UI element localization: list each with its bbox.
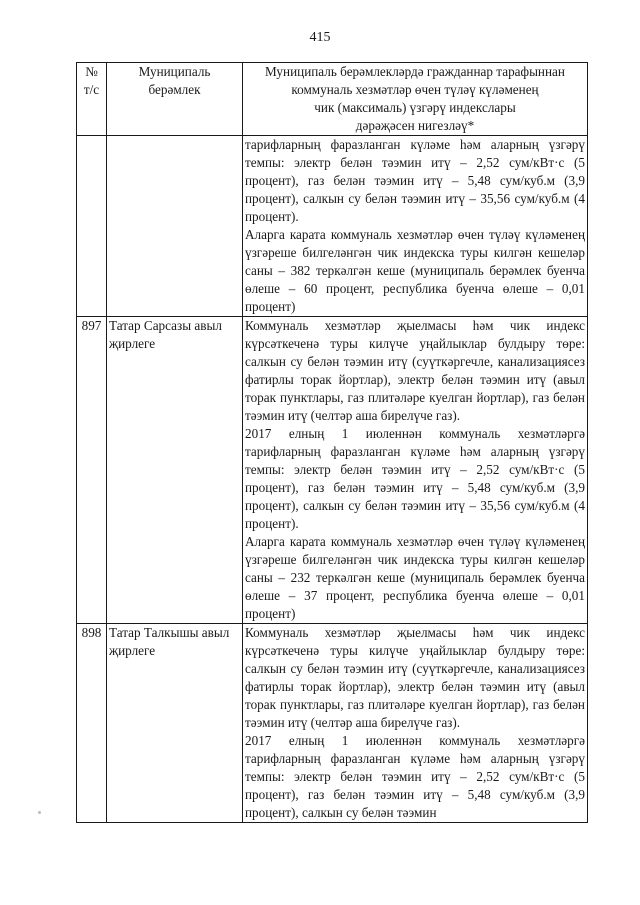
row-municipality: Татар Сарсазы авыл җирлеге: [107, 317, 243, 624]
row-description: [243, 136, 588, 317]
table-row: [77, 136, 588, 317]
header-municipality: Муниципаль берәмлек: [107, 63, 243, 136]
row-description: [243, 624, 588, 823]
description-paragraph: Аларга карата коммуналь хезмәтләр өчен түләү күләменең үзгәреше билгеләнгән чик индекска туры килгән кешеләр саны – 382 теркәлгән кеше (муниципаль берәмлек буенча өлеше – 60 процент, республика буенча өлеше – 0,01 процент): [245, 227, 585, 314]
row-municipality: [107, 136, 243, 317]
description-paragraph: Аларга карата коммуналь хезмәтләр өчен түләү күләменең үзгәреше билгеләнгән чик индекска туры килгән кешеләр саны – 232 теркәлгән кеше (муниципаль берәмлек буенча өлеше – 37 процент, республика буенча өлеше – 0,01 процент): [245, 534, 585, 621]
header-number: № т/с: [77, 63, 107, 136]
row-number: 898: [77, 624, 107, 823]
table-header-row: [77, 63, 588, 136]
page-number: 415: [309, 30, 331, 45]
row-number: 897: [77, 317, 107, 624]
description-paragraph: Коммуналь хезмәтләр җыелмасы һәм чик индекс күрсәткеченә туры килүче уңайлыклар булдыру төре: салкын су белән тәэмин итү (суүткәргечле, канализациясез фатирлы торак йортлар), электр белән тәэмин итү (авыл торак пунктлары, газ плитәләре куелган йортлар), газ белән тәэмин итү (челтәр аша бирелүче газ).: [245, 318, 585, 423]
description-paragraph: 2017 елның 1 июленнән коммуналь хезмәтләргә тарифларның фаразланган күләме һәм аларның үзгәрү темпы: электр белән тәэмин итү – 2,52 сум/кВт·с (5 процент), газ белән тәэмин итү – 5,48 сум/куб.м (3,9 процент), салкын су белән тәэмин: [245, 733, 585, 820]
description-paragraph: тарифларның фаразланган күләме һәм аларның үзгәрү темпы: электр белән тәэмин итү – 2,52 сум/кВт·с (5 процент), газ белән тәэмин итү – 5,48 сум/куб.м (3,9 процент), салкын су белән тәэмин итү – 35,56 сум/куб.м (4 процент).: [245, 137, 585, 224]
header-description: Муниципаль берәмлекләрдә гражданнар тарафыннан коммуналь хезмәтләр өчен түләү күләменең чик (максималь) үзгәрү индекслары дәрәҗәсен нигезләү*: [243, 63, 588, 136]
table-row: [77, 317, 588, 624]
scan-speck: [38, 811, 41, 814]
row-number: [77, 136, 107, 317]
description-paragraph: Коммуналь хезмәтләр җыелмасы һәм чик индекс күрсәткеченә туры килүче уңайлыклар булдыру төре: салкын су белән тәэмин итү (суүткәргечле, канализациясез фатирлы торак йортлар), электр белән тәэмин итү (авыл торак пунктлары, газ плитәләре куелган йортлар), газ белән тәэмин итү (челтәр аша бирелүче газ).: [245, 625, 585, 730]
table-row: [77, 624, 588, 823]
description-paragraph: 2017 елның 1 июленнән коммуналь хезмәтләргә тарифларның фаразланган күләме һәм аларның үзгәрү темпы: электр белән тәэмин итү – 2,52 сум/кВт·с (5 процент), газ белән тәэмин итү – 5,48 сум/куб.м (3,9 процент), салкын су белән тәэмин итү – 35,56 сум/куб.м (4 процент).: [245, 426, 585, 531]
row-description: [243, 317, 588, 624]
row-municipality: Татар Талкышы авыл җирлеге: [107, 624, 243, 823]
tariff-index-table: [76, 62, 588, 823]
